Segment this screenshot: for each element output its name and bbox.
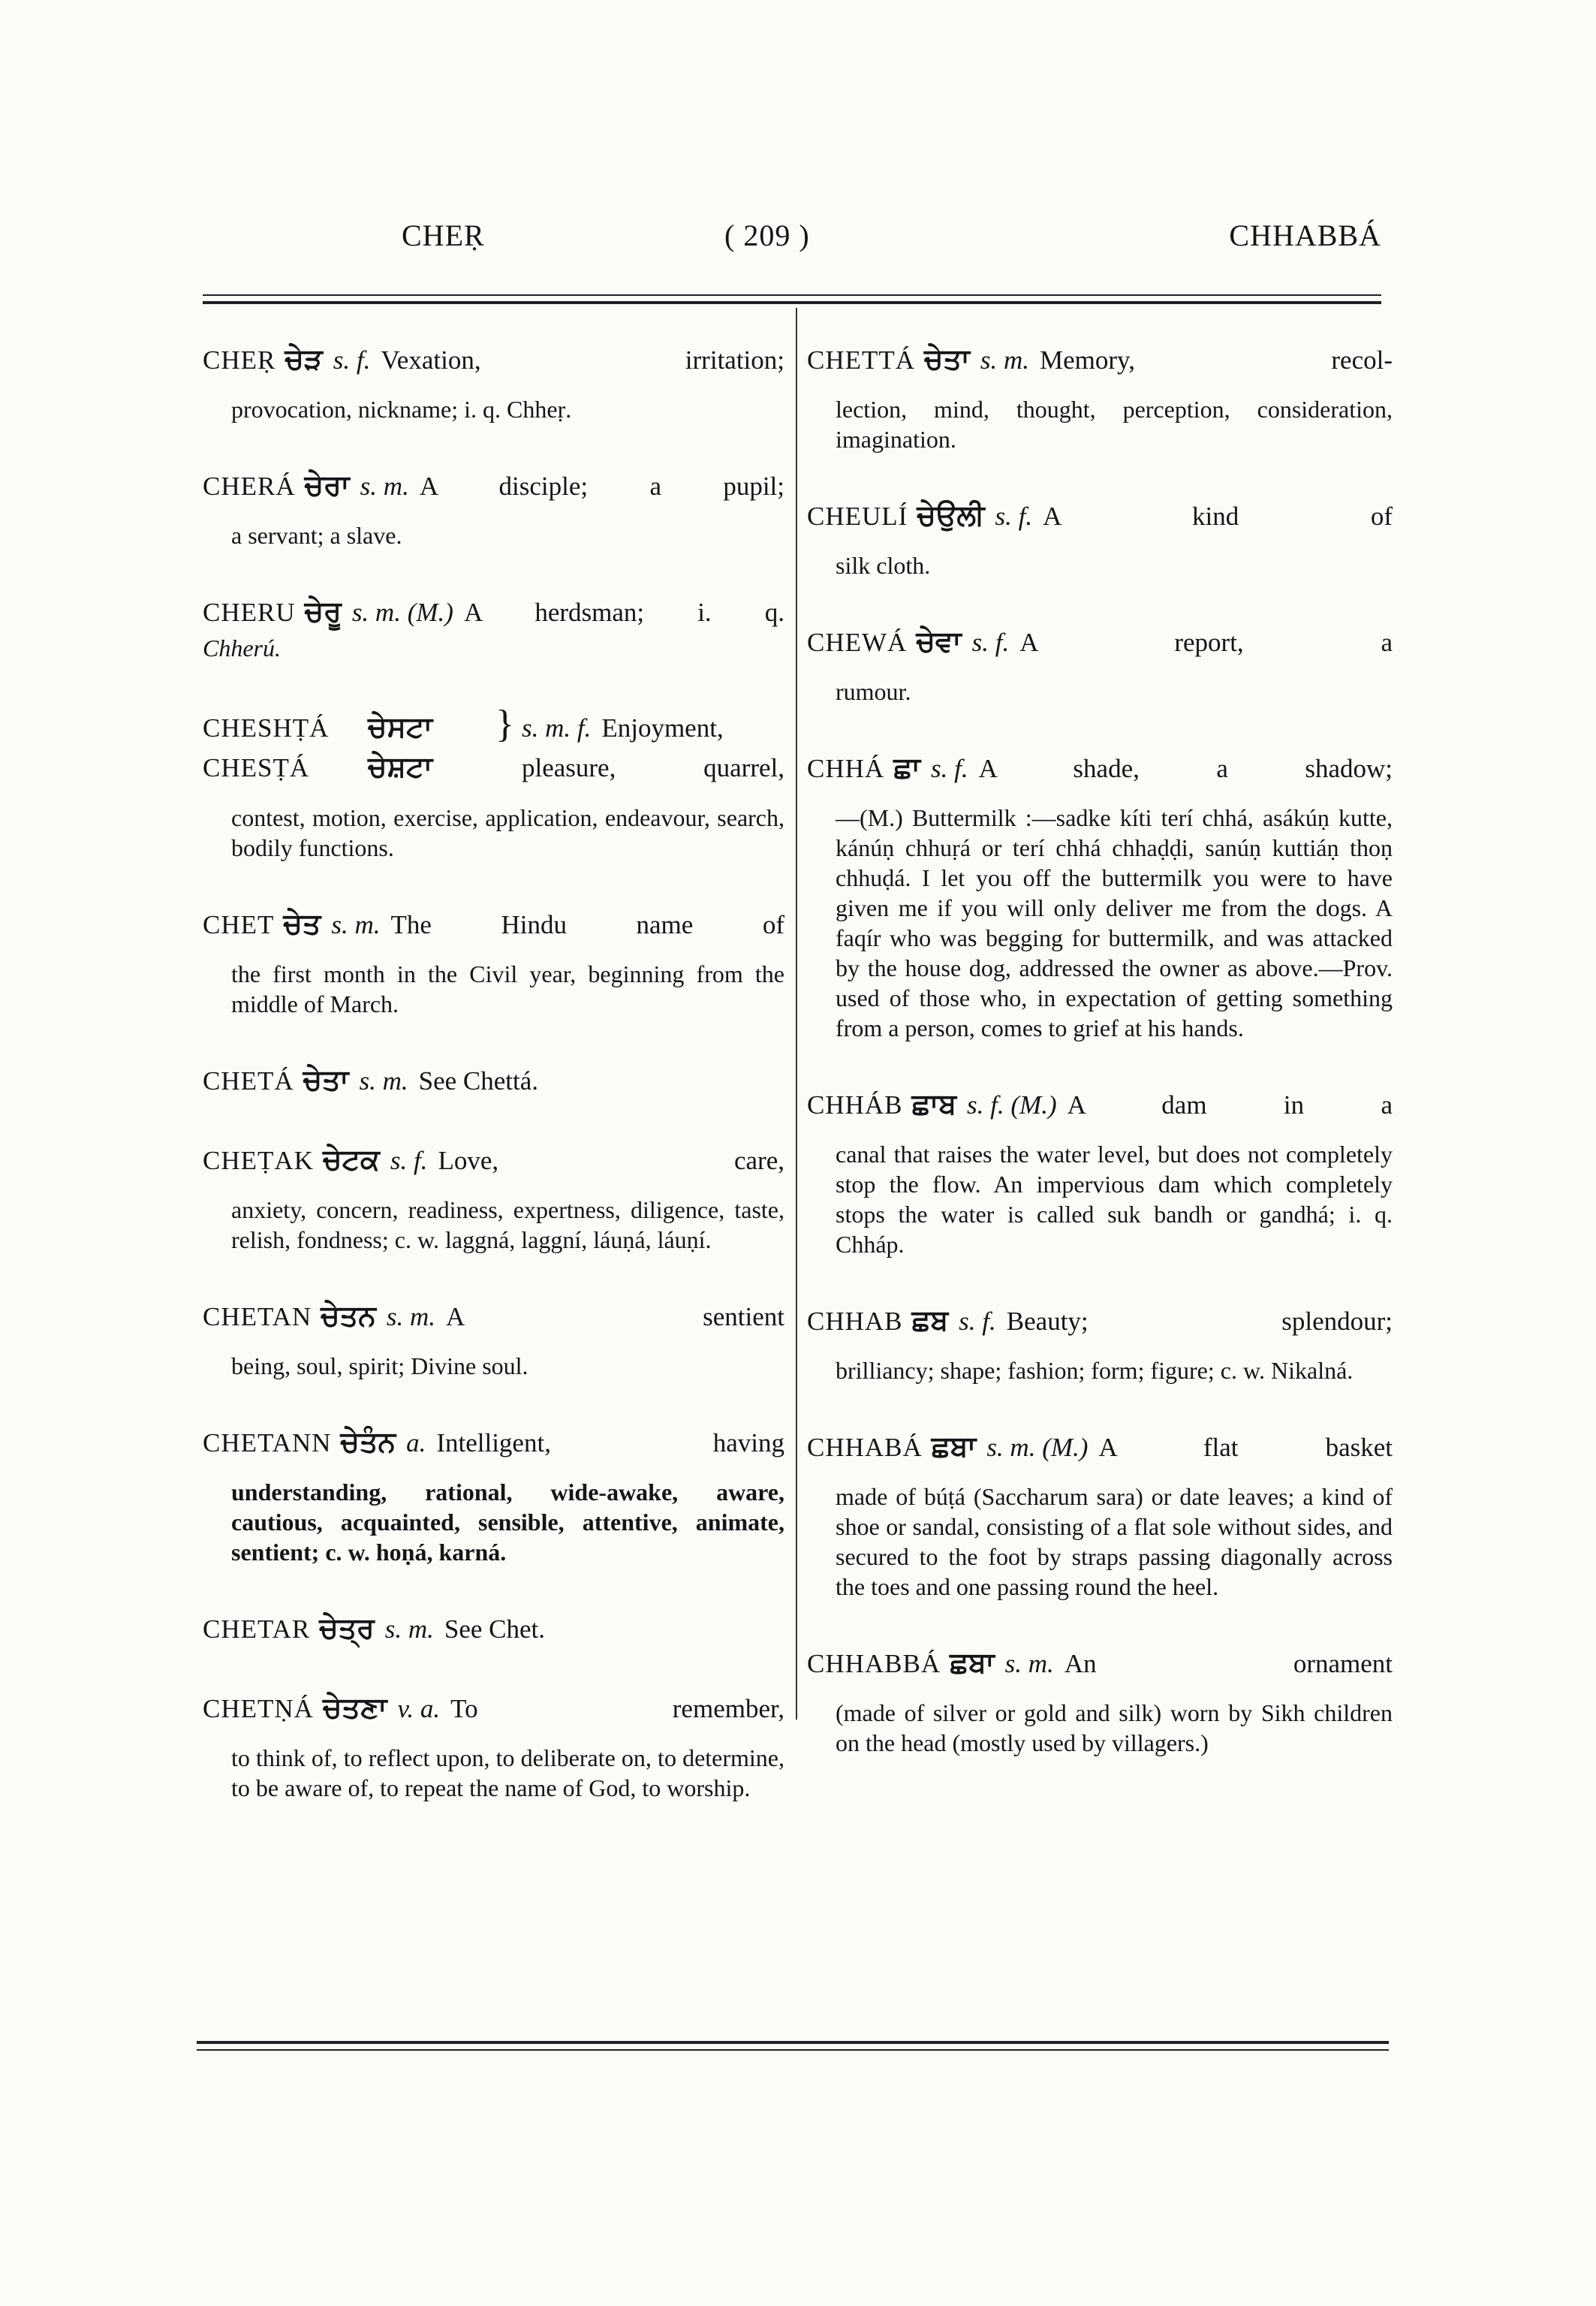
headword: CHETAR [203, 1614, 311, 1644]
dictionary-entry [203, 468, 784, 550]
running-head-right: CHHABBÁ [1229, 219, 1381, 252]
definition-continued: being, soul, spirit; Divine soul. [231, 1352, 528, 1379]
page-number: ( 209 ) [724, 219, 810, 252]
grammar-label: s. f. [390, 1146, 428, 1175]
grammar-label: s. m. (M.) [986, 1433, 1089, 1462]
grammar-label: s. m. [1004, 1649, 1054, 1678]
definition-start-2: pleasure, quarrel, [521, 753, 784, 782]
gurmukhi-word: ਚੇਤ੍ਰ [319, 1611, 375, 1644]
headword: CHHABÁ [807, 1433, 923, 1462]
definition-start: Beauty; splendour; [1006, 1307, 1393, 1336]
definition-continued: anxiety, concern, readiness, expertness, diligence, taste, relish, fondness; c. w. laggná, laggní, láuṇá, láuṇí. [231, 1196, 784, 1253]
grammar-label: s. m. [359, 1066, 408, 1096]
definition-continued: brilliancy; shape; fashion; form; figure; c. w. Nikalná. [836, 1357, 1354, 1384]
page-header [203, 218, 1381, 263]
definition-continued: contest, motion, exercise, application, endeavour, search, bodily functions. [231, 804, 784, 861]
dictionary-entry [807, 1303, 1393, 1385]
grammar-label: s. f. [971, 628, 1010, 657]
definition-start: A dam in a [1067, 1090, 1393, 1120]
definition-continued: understanding, rational, wide-awake, aware, cautious, acquainted, sensible, attentive, animate, sentient; c. w. hoṇá, karná. [231, 1479, 784, 1566]
headword: CHETÁ [203, 1066, 294, 1096]
dictionary-entry [203, 594, 784, 663]
dictionary-entry [203, 1611, 784, 1647]
headword: CHHABBÁ [807, 1649, 941, 1678]
dictionary-entry [203, 1298, 784, 1381]
definition-start: A herdsman; i. q. [463, 598, 784, 627]
definition-continued: Chherú. [203, 635, 281, 662]
definition-start: To remember, [450, 1694, 784, 1723]
gurmukhi-word: ਛਬ [911, 1304, 949, 1337]
definition-continued: silk cloth. [836, 552, 931, 579]
definition-start: A disciple; a pupil; [419, 472, 784, 501]
grammar-label: s. f. (M.) [967, 1090, 1057, 1120]
definition-continued: to think of, to reflect upon, to deliberate on, to determine, to be aware of, to repeat the name of God, to worship. [231, 1744, 784, 1801]
dictionary-entry [203, 1424, 784, 1567]
grammar-label: s. f. [995, 502, 1033, 531]
headword: CHESHṬÁ [203, 713, 330, 743]
gurmukhi-word: ਚੇੜ [285, 342, 323, 375]
headword: CHERU [203, 598, 296, 627]
dictionary-entry [807, 1429, 1393, 1602]
gurmukhi-word: ਛਾ [893, 751, 920, 784]
dictionary-entry [807, 498, 1393, 580]
definition-continued: rumour. [836, 678, 911, 705]
gurmukhi-word: ਚੇਰਾ [304, 469, 350, 502]
gurmukhi-word: ਚੇਟਕ [322, 1143, 380, 1176]
column-divider [796, 308, 797, 1720]
definition-start: Memory, recol- [1040, 345, 1393, 375]
headword: CHHÁB [807, 1090, 903, 1120]
grammar-label: s. m. [980, 345, 1030, 375]
dictionary-entry [203, 1142, 784, 1255]
definition-start: A report, a [1019, 628, 1393, 657]
grammar-label: s. m. [386, 1302, 435, 1331]
definition-start: The Hindu name of [390, 910, 784, 939]
definition-start: A sentient [445, 1302, 784, 1331]
definition-continued: (made of silver or gold and silk) worn by Sikh children on the head (mostly used by villagers.) [836, 1699, 1393, 1756]
grammar-label: a. [406, 1428, 426, 1457]
dictionary-entry [807, 1087, 1393, 1259]
gurmukhi-word: ਚੇਤੰਨ [340, 1425, 396, 1458]
headword: CHHAB [807, 1307, 903, 1336]
gurmukhi-word: ਛਾਬ [911, 1087, 957, 1120]
dictionary-entry [203, 906, 784, 1019]
bottom-double-rule [197, 2041, 1389, 2051]
dictionary-entry [203, 1690, 784, 1803]
gurmukhi-word: ਚੇਤ [283, 907, 321, 940]
definition-start: A shade, a shadow; [978, 754, 1393, 783]
grammar-label: s. m. f. [521, 713, 592, 743]
gurmukhi-word: ਚੇਤਾ [924, 342, 970, 375]
headword: CHERÁ [203, 472, 296, 501]
grammar-label: s. f. [333, 345, 371, 375]
definition-start: Enjoyment, [601, 713, 724, 743]
definition-start: A flat basket [1098, 1433, 1393, 1462]
definition-continued: lection, mind, thought, perception, consideration, imagination. [836, 396, 1393, 453]
gurmukhi-word: ਛਬਾ [950, 1646, 995, 1679]
grammar-label: s. m. [360, 472, 409, 501]
dictionary-entry [203, 342, 784, 424]
top-double-rule [203, 294, 1381, 304]
headword: CHESṬÁ [203, 753, 310, 782]
right-column [807, 342, 1393, 1801]
headword: CHHÁ [807, 754, 885, 783]
headword: CHET [203, 910, 275, 939]
gurmukhi-word: ਚੇਰੂ [304, 595, 342, 628]
definition-start: A kind of [1043, 502, 1393, 531]
gurmukhi-word: ਚੇਤਾ [303, 1063, 349, 1096]
definition-continued: the first month in the Civil year, beginning from the middle of March. [231, 960, 784, 1017]
definition-continued: canal that raises the water level, but does not completely stop the flow. An impervious dam which completely stops the water is called suk bandh or gandhá; i. q. Chháp. [836, 1141, 1393, 1258]
dictionary-entry [203, 1063, 784, 1099]
headword: CHEULÍ [807, 502, 908, 531]
grammar-label: v. a. [397, 1694, 441, 1723]
grammar-label: s. f. [930, 754, 968, 783]
headword: CHEṚ [203, 345, 276, 375]
headword: CHETANN [203, 1428, 332, 1457]
gurmukhi-word: ਚੇਉਲੀ [917, 499, 985, 532]
definition-start: Intelligent, having [436, 1428, 784, 1457]
definition-continued: —(M.) Buttermilk :—sadke kíti terí chhá, asákúṇ kutte, kánúṇ chhuṛá or terí chhá chhaḍḍi, sanúṇ kuttiáṇ thoṇ chhuḍá. I let you off the buttermilk you were to have given me if you will only deliver me from the dogs. A faqír who was begging for buttermilk, and was attacked by the house dog, addressed the owner as above.—Prov. used of those who, in expectation of getting something from a person, comes to grief at his hands. [836, 804, 1393, 1041]
dictionary-entry-pair [203, 703, 784, 863]
definition-continued: made of búṭá (Saccharum sara) or date leaves; a kind of shoe or sandal, consisting of a flat sole without sides, and secured to the foot by straps passing diagonally across the toes and one passing round the heel. [836, 1483, 1393, 1600]
definition-continued: a servant; a slave. [231, 522, 402, 549]
left-column [203, 342, 784, 1846]
definition-start: An ornament [1064, 1649, 1393, 1678]
gurmukhi-word: ਚੇਤਣਾ [322, 1691, 387, 1724]
headword: CHETṆÁ [203, 1694, 314, 1723]
headword: CHEWÁ [807, 628, 908, 657]
gurmukhi-word: ਚੇਤਨ [321, 1299, 376, 1332]
definition-start: See Chet. [444, 1614, 545, 1644]
headword: CHETAN [203, 1302, 312, 1331]
gurmukhi-word: ਚੇਸ਼ਟਾ [368, 750, 433, 783]
grammar-label: s. m. (M.) [351, 598, 453, 627]
grammar-label: s. m. [331, 910, 381, 939]
dictionary-entry [807, 624, 1393, 707]
headword: CHETTÁ [807, 345, 916, 375]
dictionary-entry [807, 342, 1393, 454]
running-head-left: CHEṚ [402, 219, 485, 252]
grammar-label: s. f. [959, 1307, 996, 1336]
definition-start: Love, care, [438, 1146, 784, 1175]
gurmukhi-word: ਛਬਾ [931, 1430, 977, 1463]
grammar-label: s. m. [384, 1614, 434, 1644]
gurmukhi-word: ਚੇਸਟਾ [368, 710, 433, 743]
headword: CHEṬAK [203, 1146, 314, 1175]
gurmukhi-word: ਚੇਵਾ [916, 625, 962, 658]
definition-start: Vexation, irritation; [381, 345, 784, 375]
brace-glyph: } [495, 703, 514, 746]
dictionary-entry [807, 750, 1393, 1043]
definition-start: See Chettá. [418, 1066, 539, 1096]
definition-continued: provocation, nickname; i. q. Chheṛ. [231, 396, 572, 423]
dictionary-entry [807, 1645, 1393, 1758]
